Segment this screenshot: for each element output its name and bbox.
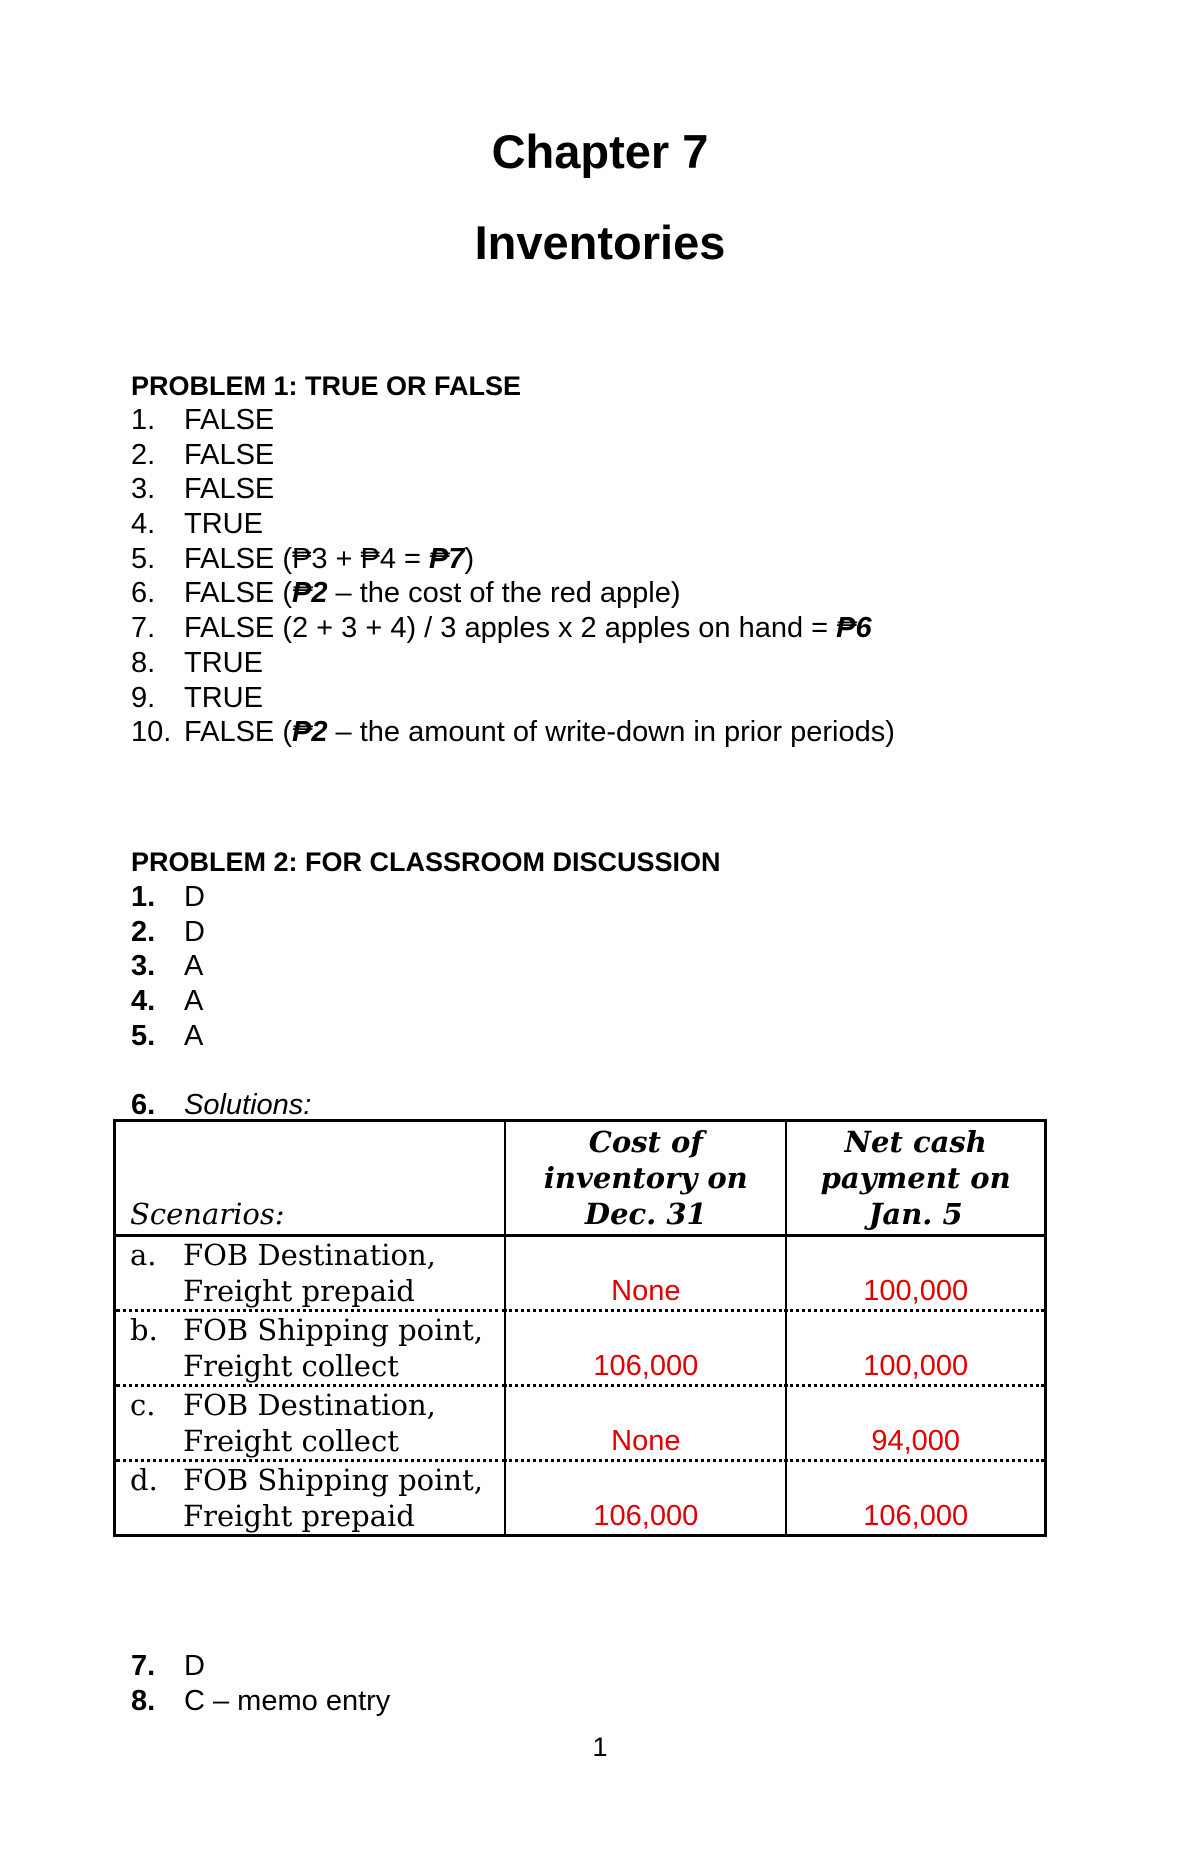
- list-item: 9. TRUE: [131, 681, 263, 714]
- chapter-subject: Inventories: [474, 216, 726, 269]
- payment-cell: 100,000: [786, 1311, 1045, 1386]
- problem2-answer-list: [131, 880, 205, 1053]
- list-item: 1. D: [131, 881, 205, 913]
- list-item: 2. FALSE: [131, 438, 275, 471]
- list-item: 6. Solutions:: [131, 1089, 312, 1121]
- cost-cell: None: [505, 1236, 786, 1311]
- problem2-item6: [131, 1088, 311, 1123]
- problem1-answer-list: [131, 403, 895, 750]
- cost-cell: 106,000: [505, 1461, 786, 1536]
- payment-cell: 106,000: [786, 1461, 1045, 1536]
- scenario-cell: b. FOB Shipping point, Freight collect: [115, 1311, 506, 1386]
- list-item: 7. D: [131, 1650, 205, 1682]
- problem2-heading: PROBLEM 2: FOR CLASSROOM DISCUSSION: [131, 847, 721, 877]
- list-item: 7. FALSE (2 + 3 + 4) / 3 apples x 2 apples on hand = ₱6: [131, 612, 872, 645]
- solutions-table: [113, 1119, 1047, 1537]
- scenario-cell: c. FOB Destination, Freight collect: [115, 1386, 506, 1461]
- list-item: 4. A: [131, 985, 204, 1018]
- cost-cell: 106,000: [505, 1311, 786, 1386]
- payment-cell: 100,000: [786, 1236, 1045, 1311]
- list-item: 3. A: [131, 950, 204, 983]
- list-item: 6. FALSE (₱2 – the cost of the red apple): [131, 577, 681, 610]
- list-item: 4. TRUE: [131, 508, 263, 541]
- list-item: 2. D: [131, 915, 205, 948]
- table-row: [115, 1386, 1046, 1461]
- list-item: 8. TRUE: [131, 646, 263, 679]
- header-scenarios: Scenarios:: [115, 1121, 506, 1236]
- payment-cell: 94,000: [786, 1386, 1045, 1461]
- table-header-row: [115, 1121, 1046, 1236]
- list-item: 8. C – memo entry: [131, 1684, 391, 1717]
- list-item: 1. FALSE: [131, 404, 275, 436]
- table-row: [115, 1236, 1046, 1311]
- list-item: 10. FALSE (₱2 – the amount of write-down in prior periods): [131, 716, 895, 749]
- list-item: 3. FALSE: [131, 473, 275, 506]
- header-net-cash-payment: Net cash payment on Jan. 5: [786, 1121, 1045, 1236]
- list-item: 5. A: [131, 1019, 204, 1052]
- page-number: 1: [592, 1732, 608, 1762]
- table-row: [115, 1311, 1046, 1386]
- problem1-heading: PROBLEM 1: TRUE OR FALSE: [131, 371, 522, 401]
- header-cost-of-inventory: Cost of inventory on Dec. 31: [505, 1121, 786, 1236]
- problem2-answer-list-continued: [131, 1649, 390, 1718]
- scenario-cell: d. FOB Shipping point, Freight prepaid: [115, 1461, 506, 1536]
- chapter-title: Chapter 7: [491, 125, 709, 178]
- list-item: 5. FALSE (₱3 + ₱4 = ₱7): [131, 542, 475, 575]
- table-row: [115, 1461, 1046, 1536]
- scenario-cell: a. FOB Destination, Freight prepaid: [115, 1236, 506, 1311]
- cost-cell: None: [505, 1386, 786, 1461]
